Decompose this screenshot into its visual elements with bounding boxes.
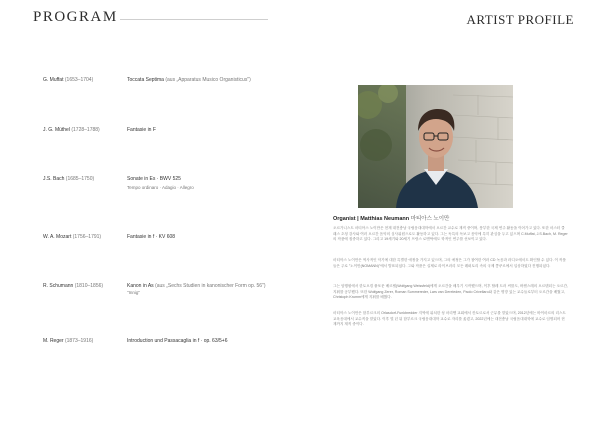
bio-paragraph: 그는 암행원에서 한토오킹 풀포문 베르텔(Wolfgang Weissfeld)에게 오르간을 배우기 시작했으며, 이후 할레 트러 씨를도, 바젠스레의 오르텐되는 오르간, 지휘를 공부했다. 또한 Wolfgang Zerer, Roman Summereder, Lars van Dereleden, Paolo Crivellaro와 같은 명망 있는 교수들로부터 오르간을 배웠고, Christoph Krumm에게 지휘를 배웠다. bbox=[333, 284, 568, 300]
work-title: Fantasie in f · KV 608 bbox=[127, 234, 176, 240]
work-title: Introduction und Passacaglia in f · op. 63/5+6 bbox=[127, 338, 228, 344]
composer: R. Schumann (1810–1856) bbox=[43, 283, 104, 289]
tempo-marking: "Innig" bbox=[127, 290, 140, 295]
bio-paragraph: 오르가니스트 마티아스 노이만은 현재 대전충남 국립음대대학에서 오르간 교수로 재직 중이며, 풍부한 국제 연주 활동을 이어가고 있다. 또한 마스터 클래스 초청 강사와 여러 오르간 음악의 심사위원으로도 활동하고 있다. 그는 독특의 독보고 음악에 특히 관심을 두고 있으며 C.Muffat, J.S.Bach, M. Reger의 작품에 집중하고 있다. 그리고 19세기와 20세기 프랑스 로맨틱에도 학적인 연주를 선보이고 있다. bbox=[333, 226, 568, 242]
artist-heading: Organist | Matthias Neumann 마티아스 노이만 bbox=[333, 216, 450, 222]
composer: G. Muffat (1653–1704) bbox=[43, 77, 94, 83]
composer: W. A. Mozart (1756–1791) bbox=[43, 234, 102, 240]
artist-profile-page bbox=[300, 0, 600, 421]
title-divider bbox=[120, 19, 268, 20]
work-title: Fantasie in F bbox=[127, 127, 156, 133]
artist-photo bbox=[358, 85, 513, 208]
composer: M. Reger (1873–1916) bbox=[43, 338, 94, 344]
composer: J.S. Bach (1685–1750) bbox=[43, 176, 95, 182]
bio-paragraph: 마티아스 노이만은 함부르크의 Orlasdorf-Funkbredder 지역에 위치한 성 마리엔 교회에서 칸토르로서 근무를 맡았으며, 2012년에는 바이마르의 리스트 교육음대에서 교수직을 맡았다. 이후 몇 년 뒤 함부르크 국립음대대학 교수로 자리를 옮겼고, 2022년에는 대전충남 국립음대대학에 교수로 임명되어 현재까지 재직 중이다. bbox=[333, 311, 566, 327]
movement-list: Tempo ordinaro · Adagio · Allegro bbox=[127, 185, 194, 190]
work-title: Kanon in As (aus „Sechs Studien in kanonischer Form op. 56") bbox=[127, 283, 266, 289]
work-title: Sonate in Es · BWV 525 bbox=[127, 176, 181, 182]
composer: J. G. Müthel (1728–1788) bbox=[43, 127, 100, 133]
work-title: Toccata Septima (aus „Apparatus Musico Organisticus") bbox=[127, 77, 251, 83]
page-title: ARTIST PROFILE bbox=[466, 12, 574, 27]
bio-paragraph: 마티아스 노이만은 역사적인 악기에 대한 특별한 애정을 가지고 있으며, 그의 애정은 그가 참여한 여러 CD 녹음과 라디오에서도 확인할 수 있다. 이 작품들은 주로 "노이만(NOMANN)"에서 발표되었다. 그와 작품은 실제로 라이브러리 모든 레퍼토리 속의 국제 콩쿠르에서 입상하였다 진행되었다. bbox=[333, 258, 566, 268]
page-title: PROGRAM bbox=[33, 9, 118, 25]
